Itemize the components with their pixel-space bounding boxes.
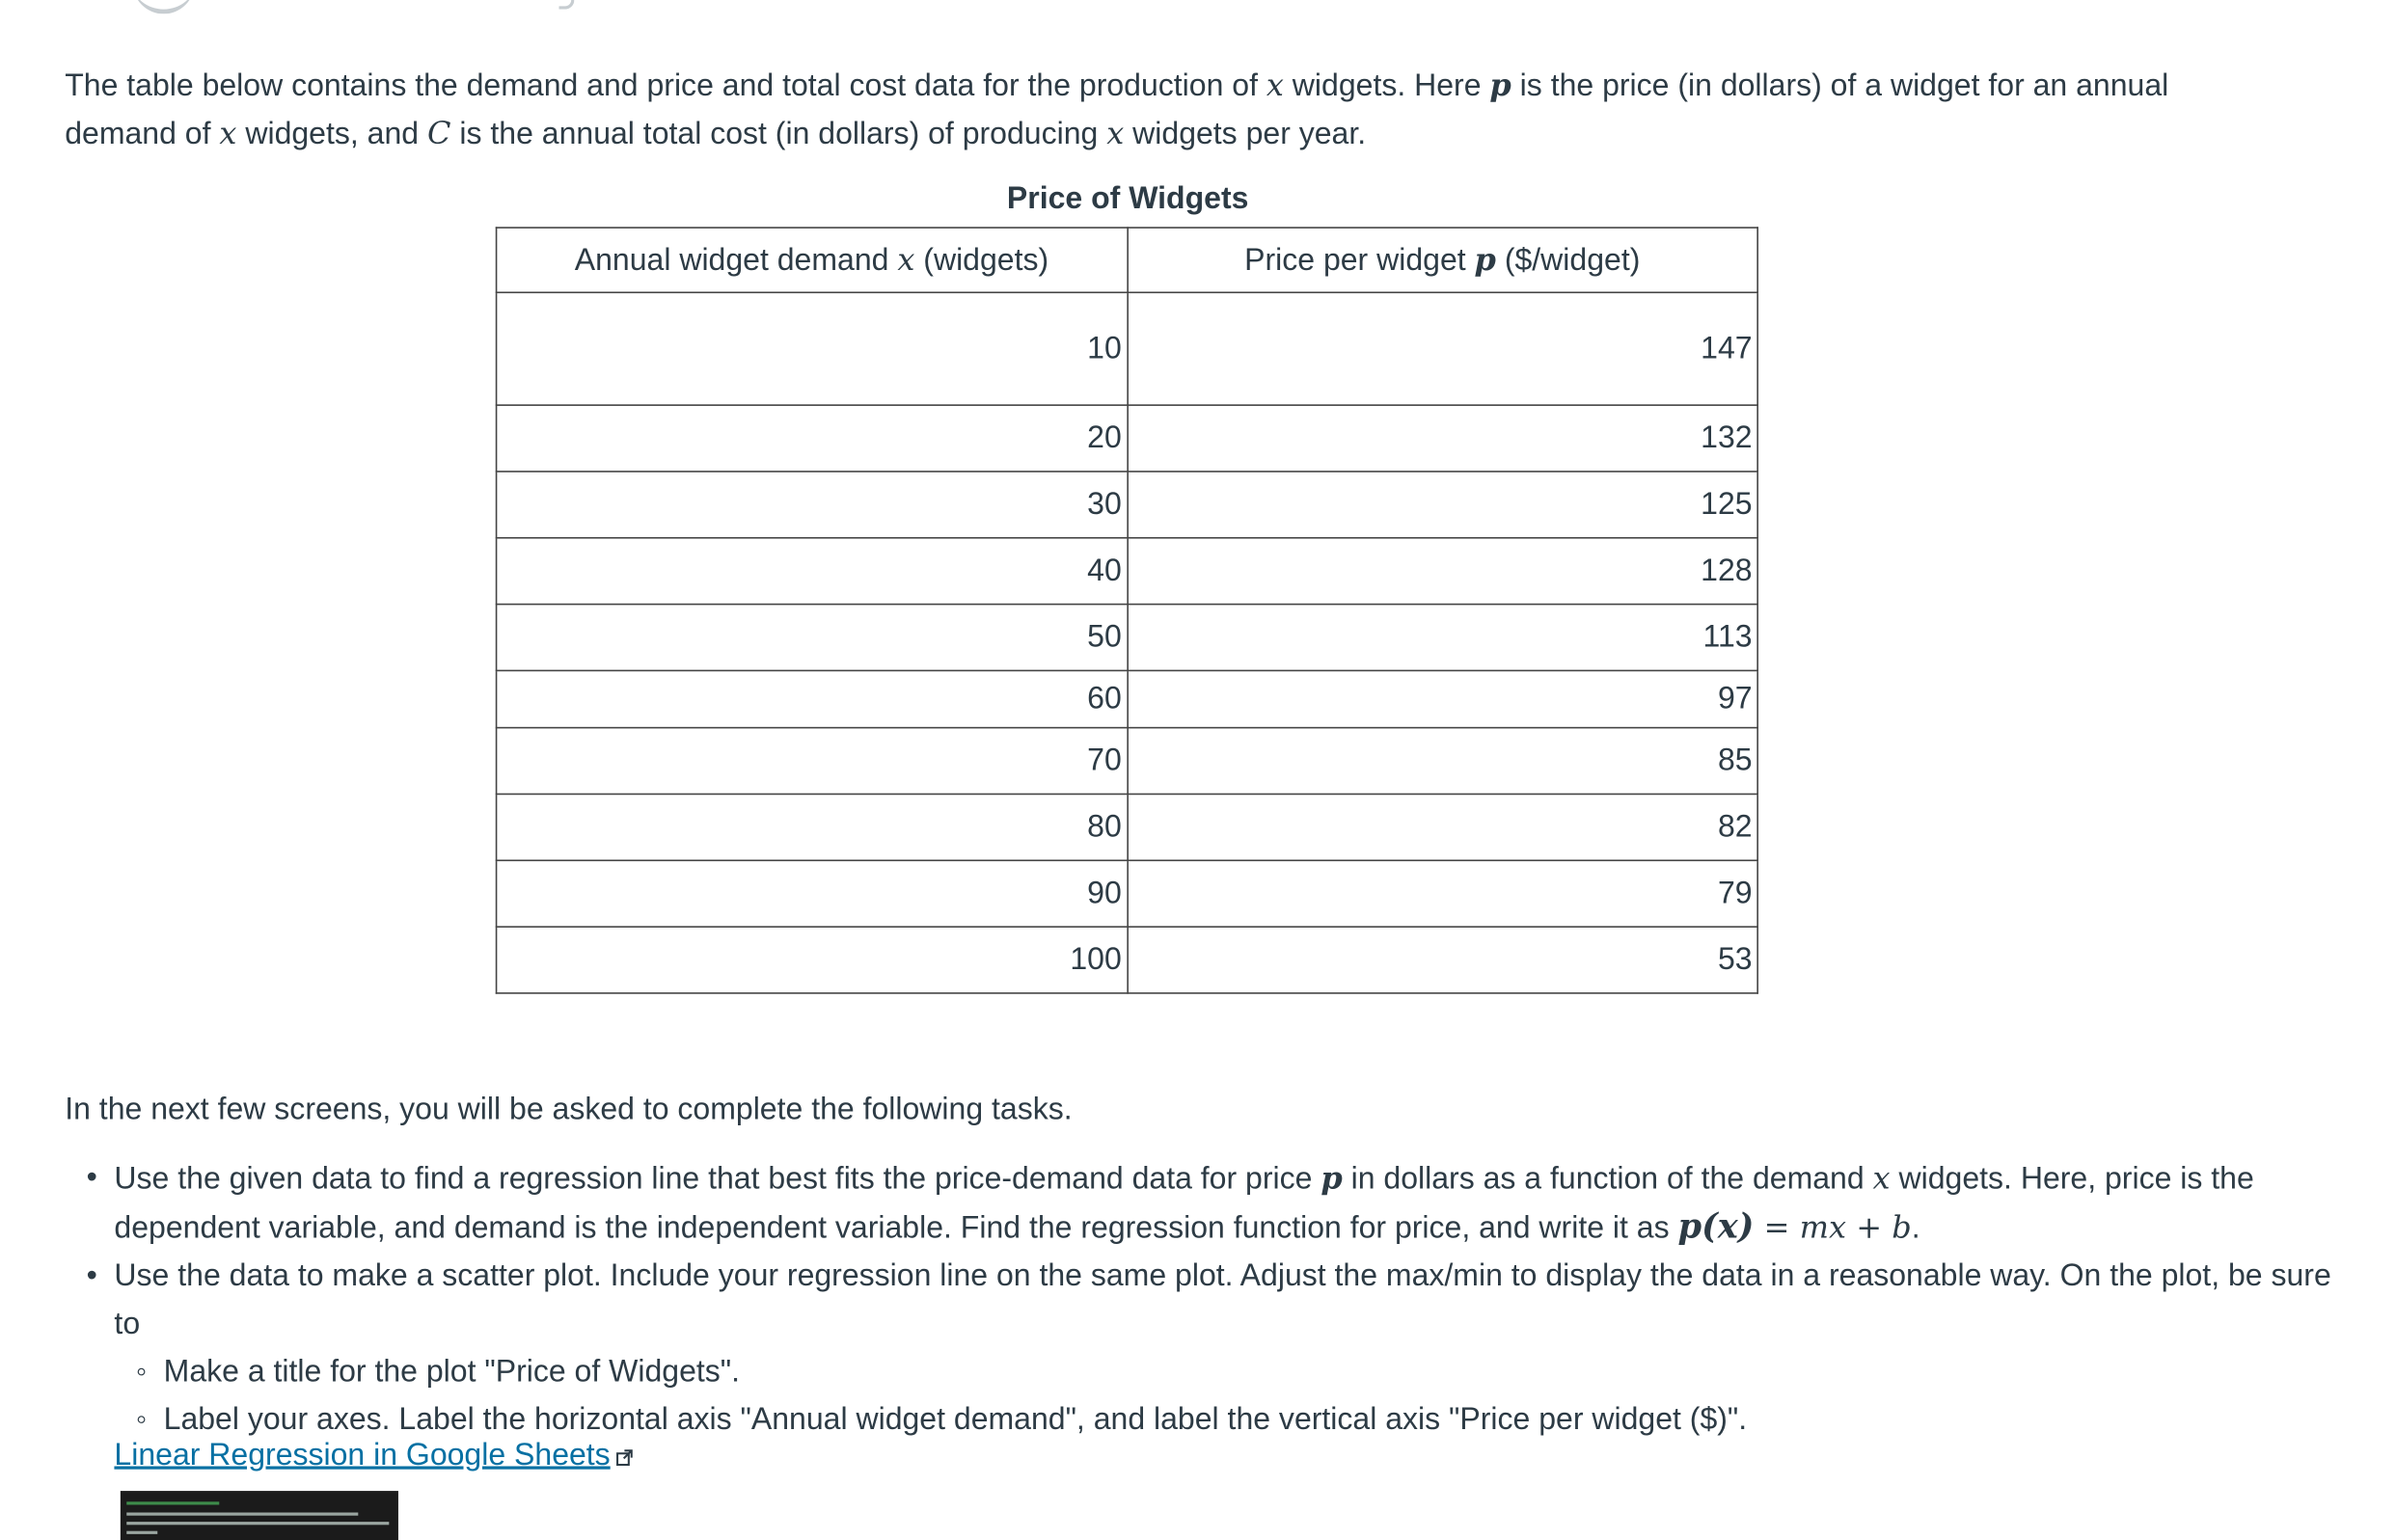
task-text: Use the given data to find a regression line that best fits the price-demand data for price: [114, 1162, 1321, 1197]
table-row: [497, 405, 1758, 472]
cell-demand: 90: [497, 860, 1128, 927]
cell-demand: 80: [497, 794, 1128, 860]
header-text: Price per widget: [1244, 243, 1475, 279]
math-var-x: x: [1872, 1158, 1891, 1197]
thumbnail-detail: [126, 1512, 358, 1515]
table-caption: Price of Widgets: [1006, 181, 1249, 217]
intro-text: is the price (in dollars) of a widget for an annual demand of: [65, 69, 2169, 151]
formula-equals: =: [1754, 1208, 1800, 1246]
google-sheets-link[interactable]: [114, 1439, 633, 1474]
subtask-list: [114, 1349, 2353, 1445]
table-row: [497, 605, 1758, 671]
math-var-x: x: [1266, 66, 1284, 104]
cell-demand: 70: [497, 728, 1128, 795]
table-row: [497, 670, 1758, 727]
cell-demand: 60: [497, 670, 1128, 727]
thumbnail-detail: [126, 1501, 219, 1504]
thumbnail-detail: [126, 1531, 157, 1534]
intro-text: widgets. Here: [1283, 69, 1490, 104]
task-item-regression: [114, 1154, 2353, 1253]
cropped-heading-glyph: [558, 0, 574, 10]
math-var-p: p: [1321, 1158, 1343, 1197]
header-text: ($/widget): [1495, 243, 1641, 279]
math-var-p: p: [1474, 240, 1496, 279]
cell-price: 85: [1127, 728, 1757, 795]
intro-paragraph: [65, 62, 2226, 157]
math-var-x: x: [897, 240, 915, 279]
math-var-p: p: [1489, 66, 1511, 104]
cropped-heading-glyph: [133, 0, 195, 14]
math-var-x: x: [1106, 114, 1125, 151]
price-table: [496, 227, 1758, 993]
intro-text: widgets per year.: [1124, 117, 1367, 151]
link-label[interactable]: Linear Regression in Google Sheets: [114, 1438, 611, 1472]
header-price: [1127, 228, 1757, 292]
intro-text: widgets, and: [236, 117, 427, 151]
cell-demand: 50: [497, 605, 1128, 671]
cell-demand: 20: [497, 405, 1128, 472]
cell-price: 125: [1127, 472, 1757, 538]
cell-price: 82: [1127, 794, 1757, 860]
cell-price: 132: [1127, 405, 1757, 472]
cell-demand: 30: [497, 472, 1128, 538]
cell-price: 147: [1127, 292, 1757, 405]
header-text: (widgets): [914, 243, 1049, 279]
header-text: Annual widget demand: [574, 243, 898, 279]
subtask-title: ◦ Make a title for the plot "Price of Widgets".: [164, 1349, 2354, 1397]
subtask-axes: ◦ Label your axes. Label the horizontal axis "Annual widget demand", and label the vertical axis "Price per widget ($)".: [164, 1396, 2354, 1445]
math-var-x: x: [219, 114, 237, 151]
table-header-row: [497, 228, 1758, 292]
task-text: Use the data to make a scatter plot. Include your regression line on the same plot. Adjust the max/min to display the data in a reasonable way. On the plot, be sure to: [114, 1259, 2331, 1341]
cell-demand: 40: [497, 538, 1128, 605]
cell-price: 97: [1127, 670, 1757, 727]
tasks-lead: In the next few screens, you will be asked to complete the following tasks.: [65, 1093, 1073, 1127]
external-link-icon: [616, 1449, 634, 1467]
formula-rhs: mx + b: [1799, 1208, 1912, 1246]
task-list: [0, 1154, 2353, 1445]
table-row: [497, 794, 1758, 860]
table-row: [497, 728, 1758, 795]
table-row: [497, 860, 1758, 927]
task-item-scatter: [114, 1254, 2353, 1445]
task-text: in dollars as a function of the demand: [1342, 1162, 1873, 1197]
video-thumbnail[interactable]: [121, 1491, 398, 1540]
formula-lhs: p(x): [1677, 1206, 1755, 1248]
math-var-c: C: [426, 114, 451, 151]
cell-demand: 100: [497, 927, 1128, 993]
table-row: [497, 538, 1758, 605]
table-body: [497, 292, 1758, 993]
cell-demand: 10: [497, 292, 1128, 405]
cell-price: 53: [1127, 927, 1757, 993]
intro-text: The table below contains the demand and price and total cost data for the production of: [65, 69, 1266, 104]
header-demand: [497, 228, 1128, 292]
table-row: [497, 472, 1758, 538]
cell-price: 128: [1127, 538, 1757, 605]
task-text: .: [1911, 1211, 1920, 1246]
task-text: widgets. Here, price is the dependent variable, and demand is the independent variable. Find the regression function for price, and write it as: [114, 1162, 2254, 1246]
intro-text: is the annual total cost (in dollars) of producing: [450, 117, 1107, 151]
cell-price: 79: [1127, 860, 1757, 927]
table-row: [497, 292, 1758, 405]
cell-price: 113: [1127, 605, 1757, 671]
table-row: [497, 927, 1758, 993]
